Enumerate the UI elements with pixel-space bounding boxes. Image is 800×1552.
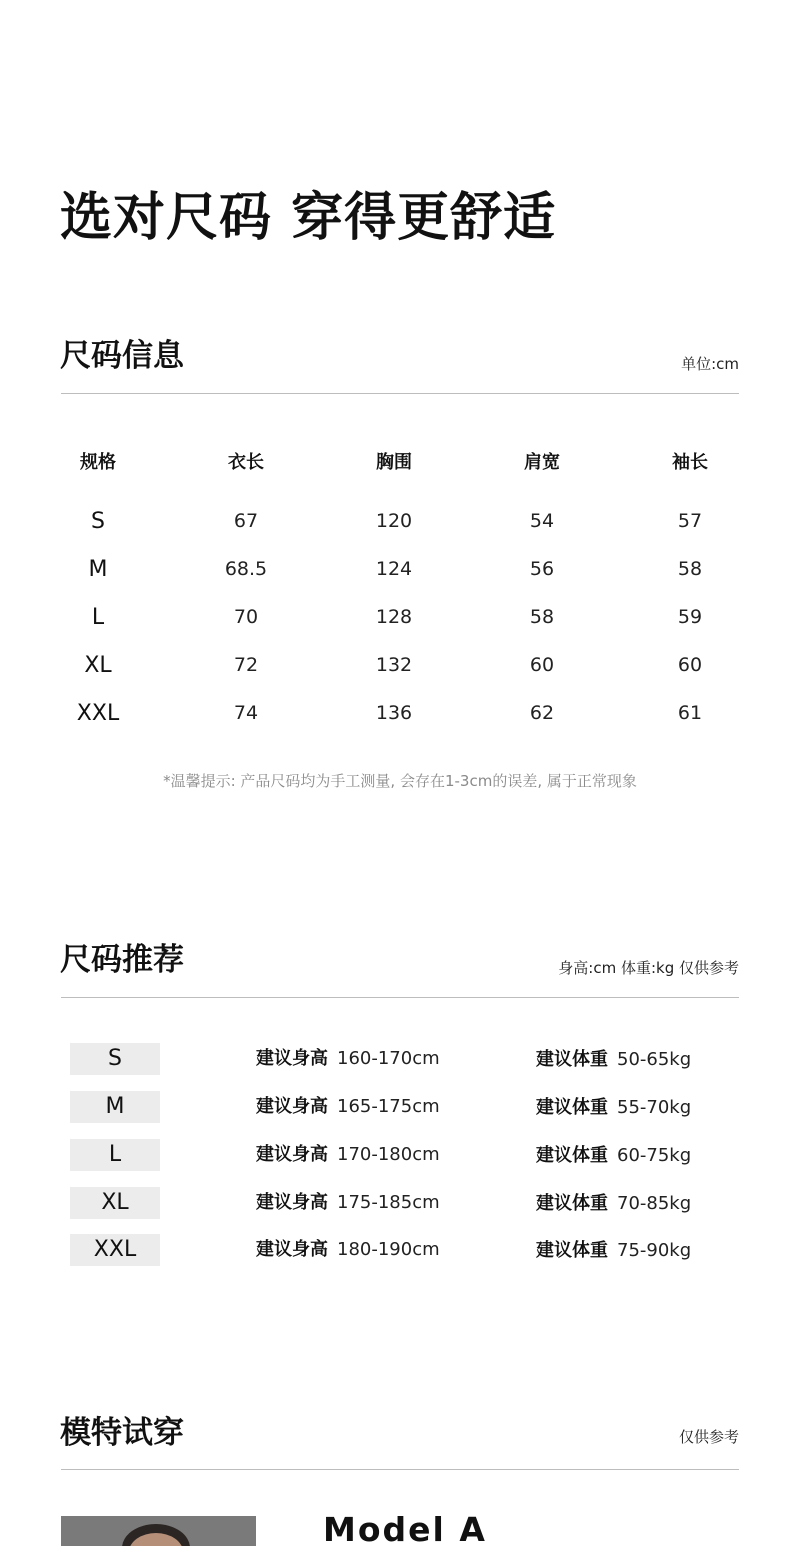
model-head-image xyxy=(61,1516,256,1546)
table-row xyxy=(24,497,764,545)
height-suggestion xyxy=(256,1190,440,1216)
size-info-title: 尺码信息 xyxy=(60,338,184,374)
size-info-divider xyxy=(61,393,739,394)
page-title: 选对尺码 穿得更舒适 xyxy=(60,188,557,248)
weight-suggestion xyxy=(536,1047,691,1073)
sleeve-cell: 60 xyxy=(677,654,703,676)
height-value: 175-185cm xyxy=(337,1192,440,1213)
length-cell: 72 xyxy=(233,654,259,676)
chest-cell: 136 xyxy=(375,702,413,724)
weight-suggestion xyxy=(536,1238,691,1264)
size-info-unit-note: 单位:cm xyxy=(681,355,739,373)
height-suggestion xyxy=(256,1237,440,1263)
weight-value: 75-90kg xyxy=(617,1240,692,1261)
size-badge: S xyxy=(70,1043,160,1075)
weight-label: 建议体重 xyxy=(536,1049,608,1070)
chest-cell: 120 xyxy=(375,510,413,532)
shoulder-cell: 60 xyxy=(529,654,555,676)
header-cell-sleeve: 袖长 xyxy=(672,452,708,473)
size-recommend-divider xyxy=(61,997,739,998)
table-row xyxy=(24,593,764,641)
shoulder-cell: 62 xyxy=(529,702,555,724)
recommend-row xyxy=(70,1232,740,1268)
height-label: 建议身高 xyxy=(256,1192,328,1213)
header-cell-length: 衣长 xyxy=(228,452,264,473)
size-badge: XL xyxy=(70,1187,160,1219)
height-label: 建议身高 xyxy=(256,1048,328,1069)
measurement-tip: *温馨提示: 产品尺码均为手工测量, 会存在1-3cm的误差, 属于正常现象 xyxy=(163,772,637,790)
length-cell: 70 xyxy=(233,606,259,628)
recommend-row xyxy=(70,1089,740,1125)
weight-value: 50-65kg xyxy=(617,1049,692,1070)
size-recommend-note: 身高:cm 体重:kg 仅供参考 xyxy=(558,959,739,977)
height-value: 160-170cm xyxy=(337,1048,440,1069)
header-cell-spec: 规格 xyxy=(80,452,116,473)
chest-cell: 128 xyxy=(375,606,413,628)
table-row xyxy=(24,689,764,737)
sleeve-cell: 59 xyxy=(677,606,703,628)
weight-suggestion xyxy=(536,1191,691,1217)
length-cell: 67 xyxy=(233,510,259,532)
weight-value: 60-75kg xyxy=(617,1145,692,1166)
table-row xyxy=(24,641,764,689)
size-cell: M xyxy=(88,556,108,582)
size-table-header xyxy=(24,437,764,485)
shoulder-cell: 58 xyxy=(529,606,555,628)
recommend-row xyxy=(70,1185,740,1221)
shoulder-cell: 56 xyxy=(529,558,555,580)
size-cell: XXL xyxy=(76,700,120,726)
height-suggestion xyxy=(256,1142,440,1168)
weight-label: 建议体重 xyxy=(536,1193,608,1214)
height-value: 170-180cm xyxy=(337,1144,440,1165)
model-name: Model A xyxy=(323,1510,487,1549)
size-recommend-title: 尺码推荐 xyxy=(60,942,184,978)
weight-value: 70-85kg xyxy=(617,1193,692,1214)
sleeve-cell: 61 xyxy=(677,702,703,724)
height-value: 180-190cm xyxy=(337,1239,440,1260)
recommend-row xyxy=(70,1137,740,1173)
size-badge: M xyxy=(70,1091,160,1123)
chest-cell: 132 xyxy=(375,654,413,676)
header-cell-chest: 胸围 xyxy=(376,452,412,473)
model-try-title: 模特试穿 xyxy=(60,1415,184,1451)
weight-suggestion xyxy=(536,1143,691,1169)
weight-suggestion xyxy=(536,1095,691,1121)
height-suggestion xyxy=(256,1046,440,1072)
table-row xyxy=(24,545,764,593)
weight-label: 建议体重 xyxy=(536,1240,608,1261)
height-value: 165-175cm xyxy=(337,1096,440,1117)
weight-value: 55-70kg xyxy=(617,1097,692,1118)
size-badge: L xyxy=(70,1139,160,1171)
shoulder-cell: 54 xyxy=(529,510,555,532)
size-cell: XL xyxy=(84,652,112,678)
height-suggestion xyxy=(256,1094,440,1120)
model-try-divider xyxy=(61,1469,739,1470)
model-photo xyxy=(61,1516,256,1546)
height-label: 建议身高 xyxy=(256,1144,328,1165)
size-cell: L xyxy=(91,604,105,630)
size-cell: S xyxy=(91,508,105,534)
size-badge: XXL xyxy=(70,1234,160,1266)
length-cell: 68.5 xyxy=(224,558,268,580)
header-cell-shoulder: 肩宽 xyxy=(524,452,560,473)
height-label: 建议身高 xyxy=(256,1239,328,1260)
length-cell: 74 xyxy=(233,702,259,724)
chest-cell: 124 xyxy=(375,558,413,580)
recommend-row xyxy=(70,1041,740,1077)
size-table xyxy=(24,437,764,737)
sleeve-cell: 57 xyxy=(677,510,703,532)
weight-label: 建议体重 xyxy=(536,1097,608,1118)
model-try-note: 仅供参考 xyxy=(678,1428,739,1446)
weight-label: 建议体重 xyxy=(536,1145,608,1166)
height-label: 建议身高 xyxy=(256,1096,328,1117)
sleeve-cell: 58 xyxy=(677,558,703,580)
